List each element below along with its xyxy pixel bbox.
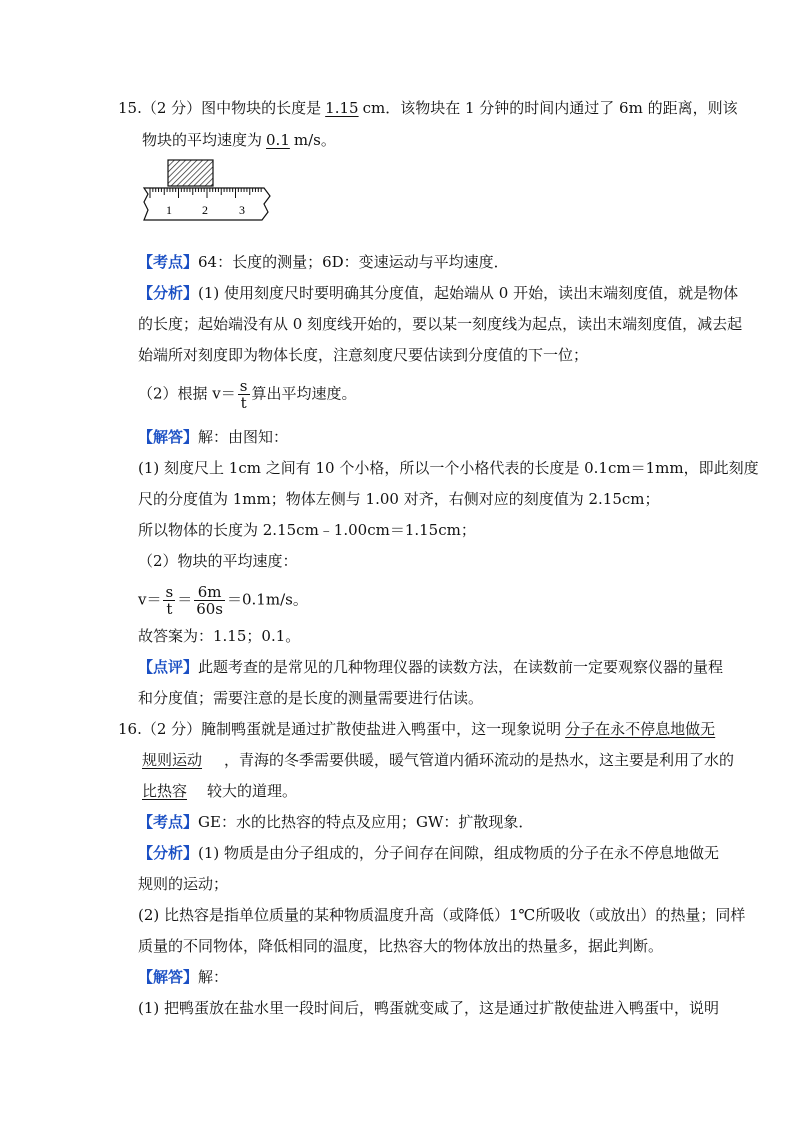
q16-fenxi-4: 质量的不同物体，降低相同的温度，比热容大的物体放出的热量多，据此判断。 [138,937,664,955]
fraction-6m-over-60s [194,584,225,617]
dianping-tag: 【点评】 [138,658,199,676]
q16-answer-2: 比热容 [142,782,188,800]
q16-answer-1a: 分子在永不停息地做无 [565,720,716,738]
formula-prefix: （2）根据 v＝ [138,384,236,403]
q15-fenxi-3: 始端所对刻度即为物体长度，注意刻度尺要估读到分度值的下一位； [138,346,589,364]
block-rect [168,160,213,186]
jieda-tag: 【解答】 [138,428,199,446]
fraction-s-over-t-2 [163,584,175,617]
q15-line-2 [142,129,336,151]
jieda-text: 解：由图知： [198,428,289,446]
fraction-numerator-s: s [165,583,174,601]
q15-stem-text-2: 物块的平均速度为 [142,131,263,149]
dianping-text: 此题考查的是常见的几种物理仪器的读数方法，在读数前一定要观察仪器的量程 [198,658,724,676]
q16-stem-text-3: 较大的道理。 [207,782,298,800]
formula-suffix: 算出平均速度。 [251,384,357,403]
q16-line-3 [142,780,297,802]
q15-stem-text: 15.（2 分）图中物块的长度是 [118,99,322,117]
q16-line-1 [118,718,719,740]
q15-jieda-4: 所以物体的长度为 2.15cm﹣1.00cm＝1.15cm； [138,521,476,539]
q16-jieda-1 [138,966,228,988]
fraction-numerator: s [239,377,248,395]
eq-equals: ＝ [177,590,193,609]
eq-result: ＝0.1m/s。 [227,590,308,609]
q16-line-2 [142,749,734,771]
fraction-numerator-6m: 6m [194,584,225,601]
q15-stem-unit: m/s。 [293,131,336,149]
ruler-label-1: 1 [166,203,172,217]
q15-line-1 [118,97,738,119]
q16-stem-text: 16.（2 分）腌制鸭蛋就是通过扩散使盐进入鸭蛋中，这一现象说明 [118,720,562,738]
eq-v: v＝ [138,590,162,609]
kaodian-text-16: GE：水的比热容的特点及应用；GW：扩散现象． [198,813,534,831]
jieda-text-16: 解： [198,968,229,986]
q15-jieda-2: (1) 刻度尺上 1cm 之间有 10 个小格，所以一个小格代表的长度是 0.1cm＝1mm，即此刻度 [138,459,759,477]
q16-stem-text-2: ，青海的冬季需要供暖，暖气管道内循环流动的是热水，这主要是利用了水的 [224,751,735,769]
fenxi-text-16: (1) 物质是由分子组成的，分子间存在间隙，组成物质的分子在永不停息地做无 [198,844,720,862]
ruler-label-3: 3 [239,203,245,217]
q15-fenxi-4 [138,378,357,411]
ruler-figure [142,158,272,230]
q15-answer-line: 故答案为：1.15；0.1。 [138,627,301,645]
q16-answer-1b: 规则运动 [142,751,203,769]
fraction-denominator: t [240,394,247,412]
q15-fenxi-2: 的长度；起始端没有从 0 刻度线开始的，要以某一刻度线为起点，读出末端刻度值，减去起 [138,315,743,333]
q16-jieda-2: (1) 把鸭蛋放在盐水里一段时间后，鸭蛋就变咸了，这是通过扩散使盐进入鸭蛋中，说明 [138,999,720,1017]
q15-kaodian [138,251,509,273]
kaodian-tag-16: 【考点】 [138,813,199,831]
q16-kaodian [138,811,533,833]
ruler-label-2: 2 [202,203,208,217]
fraction-denominator-t: t [166,600,173,618]
q15-fenxi-1 [138,282,738,304]
q15-stem-text-cont: cm．该物块在 1 分钟的时间内通过了 6m 的距离，则该 [362,99,738,117]
q15-dianping-1 [138,656,723,678]
q15-answer-1: 1.15 [325,99,359,117]
q15-equation [138,584,308,617]
fenxi-tag: 【分析】 [138,284,199,302]
q15-jieda-3: 尺的分度值为 1mm；物体左侧与 1.00 对齐，右侧对应的刻度值为 2.15cm； [138,490,660,508]
q15-dianping-2: 和分度值；需要注意的是长度的测量需要进行估读。 [138,689,484,707]
fraction-denominator-60s: 60s [196,600,223,618]
fenxi-tag-16: 【分析】 [138,844,199,862]
kaodian-tag: 【考点】 [138,253,199,271]
q16-fenxi-2: 规则的运动； [138,875,229,893]
q16-fenxi-1 [138,842,719,864]
q16-fenxi-3: (2) 比热容是指单位质量的某种物质温度升高（或降低）1℃所吸收（或放出）的热量；同样 [138,906,746,924]
q15-jieda-5: （2）物块的平均速度： [138,552,298,570]
q15-jieda-1 [138,426,288,448]
kaodian-text: 64：长度的测量；6D：变速运动与平均速度． [198,253,509,271]
fenxi-text: (1) 使用刻度尺时要明确其分度值，起始端从 0 开始，读出末端刻度值，就是物体 [198,284,739,302]
jieda-tag-16: 【解答】 [138,968,199,986]
ruler-diagram [142,158,272,230]
q15-answer-2: 0.1 [266,131,290,149]
fraction-s-over-t [238,378,250,411]
